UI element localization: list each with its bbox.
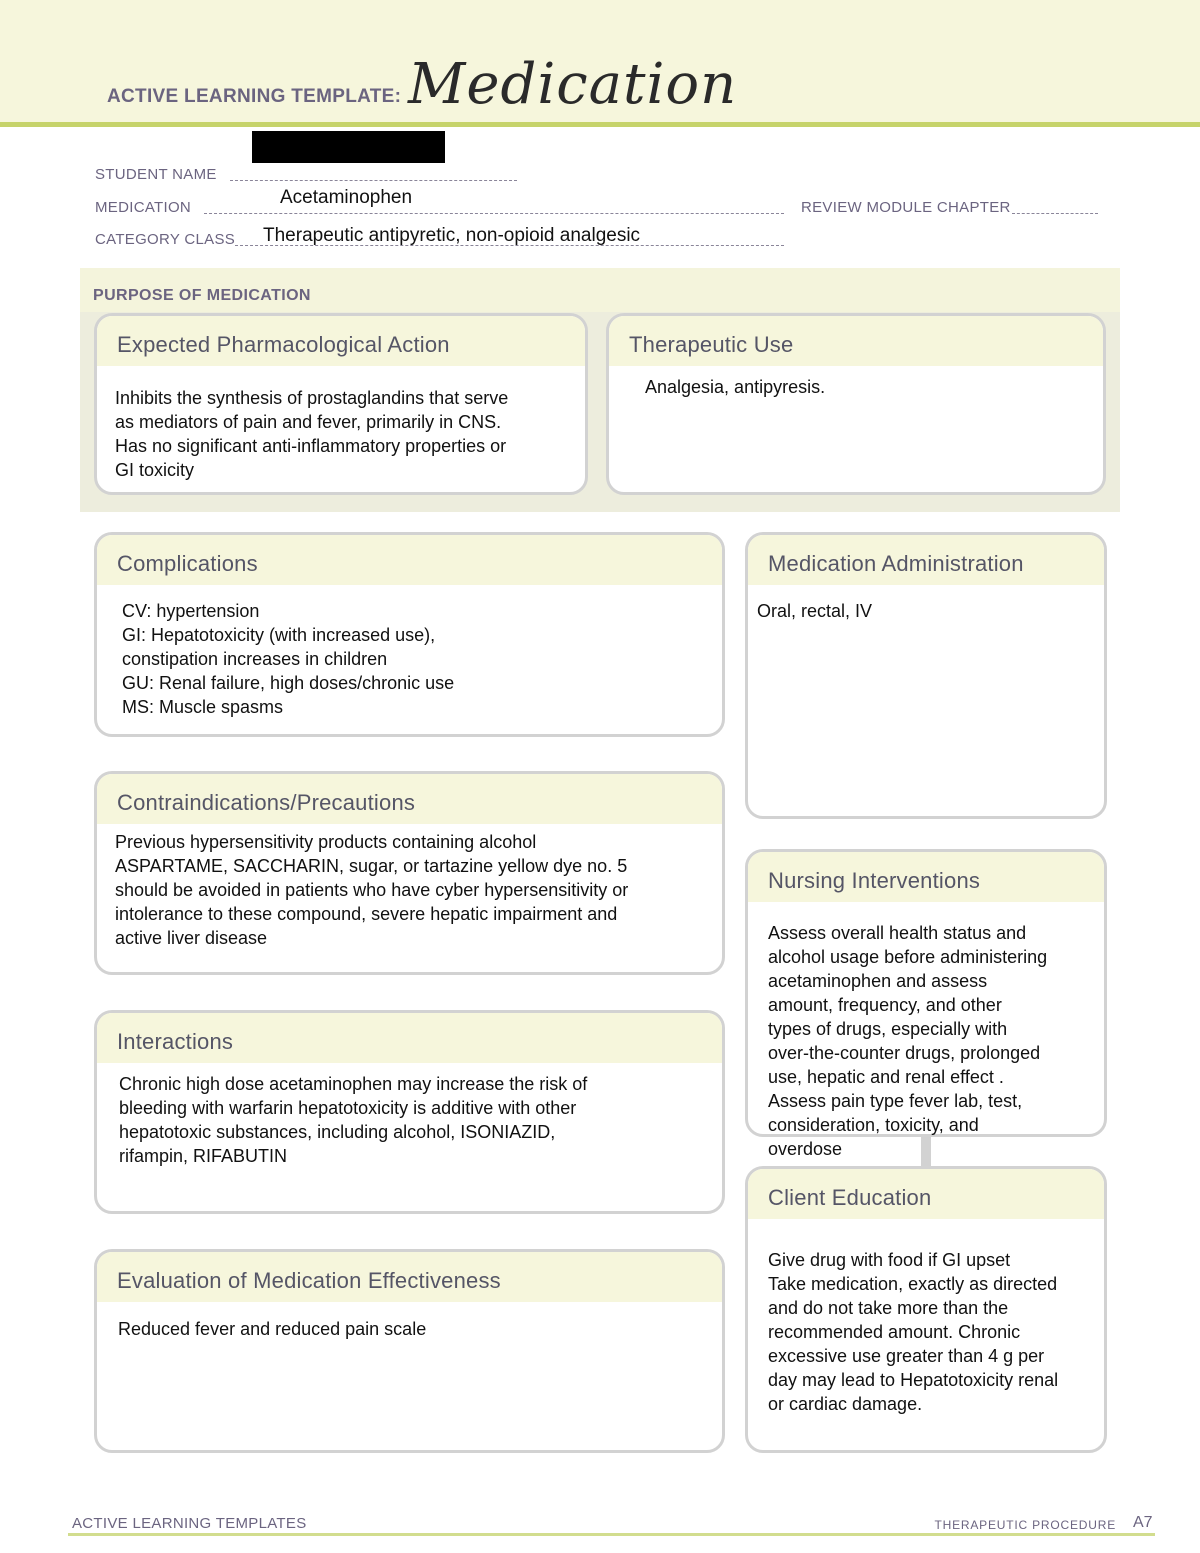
contraindications-card [94, 771, 725, 975]
complications-card [94, 532, 725, 737]
footer-procedure: THERAPEUTIC PROCEDURE [934, 1518, 1116, 1532]
template-label: ACTIVE LEARNING TEMPLATE: [107, 86, 402, 107]
client-education-card [745, 1166, 1107, 1453]
administration-card [745, 532, 1107, 819]
interactions-title: Interactions [97, 1013, 722, 1063]
contraindications-title: Contraindications/Precautions [97, 774, 722, 824]
client-education-body: Give drug with food if GI upset Take medication, exactly as directed and do not take more than the recommended amount. Chronic excessive use greater than 4 g per day may lead to Hepatotoxicity renal or cardiac damage. [768, 1250, 1059, 1414]
medication-line [204, 213, 784, 214]
redacted-student-name [252, 131, 445, 163]
administration-title: Medication Administration [748, 535, 1104, 585]
contraindications-body: Previous hypersensitivity products containing alcohol ASPARTAME, SACCHARIN, sugar, or tartazine yellow dye no. 5 should be avoided in patients who have cyber hypersensitivity or intolerance to these compound, severe hepatic impairment and active liver disease [115, 832, 629, 948]
expected-action-body: Inhibits the synthesis of prostaglandins that serve as mediators of pain and fever, primarily in CNS. Has no significant anti-inflammatory properties or GI toxicity [115, 388, 509, 480]
medication-value: Acetaminophen [280, 187, 413, 208]
therapeutic-use-title: Therapeutic Use [609, 316, 1103, 366]
category-class-label: CATEGORY CLASS [95, 231, 236, 248]
category-class-value: Therapeutic antipyretic, non-opioid analgesic [263, 225, 641, 246]
footer-label: ACTIVE LEARNING TEMPLATES [72, 1515, 307, 1532]
interactions-body: Chronic high dose acetaminophen may increase the risk of bleeding with warfarin hepatotoxicity is additive with other hepatotoxic substances, including alcohol, ISONIAZID, rifampin, RIFABUTIN [119, 1074, 588, 1166]
client-education-title: Client Education [748, 1169, 1104, 1219]
administration-body: Oral, rectal, IV [757, 601, 873, 621]
therapeutic-use-card [606, 313, 1106, 495]
nursing-card [745, 849, 1107, 1159]
review-module-label: REVIEW MODULE CHAPTER [801, 199, 1011, 216]
medication-label: MEDICATION [95, 199, 192, 216]
complications-title: Complications [97, 535, 722, 585]
review-module-line [1012, 213, 1098, 214]
evaluation-title: Evaluation of Medication Effectiveness [97, 1252, 722, 1302]
template-title: Medication [408, 52, 738, 117]
purpose-label: PURPOSE OF MEDICATION [93, 287, 311, 304]
complications-body: CV: hypertension GI: Hepatotoxicity (with increased use), constipation increases in children GU: Renal failure, high doses/chronic use MS: Muscle spasms [122, 601, 455, 717]
expected-action-card [94, 313, 588, 495]
interactions-card [94, 1010, 725, 1214]
nursing-title: Nursing Interventions [748, 852, 1104, 902]
therapeutic-use-body: Analgesia, antipyresis. [645, 377, 826, 397]
evaluation-card [94, 1249, 725, 1453]
expected-action-title: Expected Pharmacological Action [97, 316, 585, 366]
evaluation-body: Reduced fever and reduced pain scale [118, 1319, 427, 1339]
footer-rule [68, 1533, 1155, 1536]
nursing-body: Assess overall health status and alcohol usage before administering acetaminophen and assess amount, frequency, and other types of drugs, especially with over-the-counter drugs, prolonged use, hepatic and renal effect . Assess pain type fever lab, test, consideration, toxicity, and overdose [768, 923, 1048, 1159]
student-name-label: STUDENT NAME [95, 166, 217, 183]
footer-page-number: A7 [1133, 1514, 1153, 1531]
header-rule [0, 122, 1200, 127]
student-name-line [230, 180, 517, 181]
